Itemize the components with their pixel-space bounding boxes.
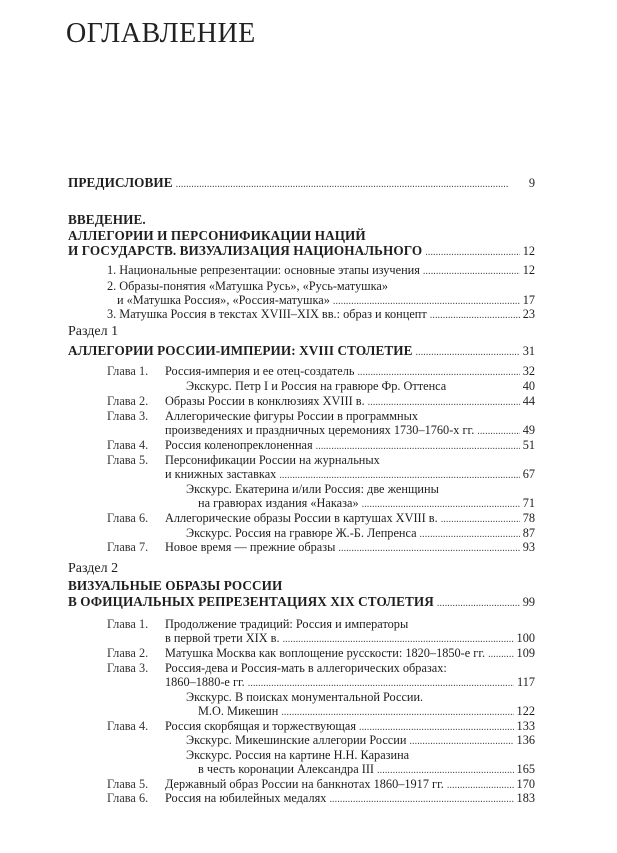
page-number: 117	[517, 675, 535, 689]
entry-title: Раздел 1	[68, 324, 119, 339]
dot-leader	[283, 631, 514, 647]
entry-title: М.О. Микешин	[198, 704, 279, 718]
page-number: 51	[522, 438, 535, 452]
dot-leader	[425, 244, 519, 260]
toc-entry-excursus-cont[interactable]	[198, 762, 535, 778]
entry-title: Державный образ России на банкнотах 1860–1917 гг.	[165, 777, 444, 791]
entry-title: 2. Образы-понятия «Матушка Русь», «Русь-матушка»	[107, 279, 388, 293]
entry-title: Аллегорические образы России в картушах XVIII в.	[165, 511, 438, 525]
toc-entry-chapter[interactable]	[107, 540, 535, 556]
toc-entry-part-title[interactable]	[68, 344, 535, 360]
entry-title: И ГОСУДАРСТВ. ВИЗУАЛИЗАЦИЯ НАЦИОНАЛЬНОГО	[68, 243, 423, 258]
page-number: 44	[522, 394, 535, 408]
entry-title: ВИЗУАЛЬНЫЕ ОБРАЗЫ РОССИИ	[68, 578, 283, 593]
toc-entry-front[interactable]	[68, 213, 535, 227]
entry-title: в первой трети XIX в.	[165, 631, 280, 645]
dot-leader	[437, 595, 520, 611]
toc-entry-part[interactable]	[68, 325, 535, 339]
page-number: 71	[522, 496, 535, 510]
toc-entry-chapter[interactable]	[107, 394, 535, 410]
entry-title: Экскурс. Петр I и Россия на гравюре Фр. Оттенса	[186, 379, 447, 393]
page-number: 23	[522, 307, 535, 321]
dot-leader	[281, 704, 513, 720]
entry-title: Аллегорические фигуры России в программных	[165, 409, 419, 423]
chapter-label: Глава 1.	[107, 364, 149, 378]
page-number: 122	[516, 704, 535, 718]
page-number: 12	[522, 244, 535, 258]
page-number: 78	[522, 511, 535, 525]
toc-entry-chapter[interactable]	[107, 453, 535, 467]
chapter-label: Глава 2.	[107, 646, 149, 660]
entry-title: В ОФИЦИАЛЬНЫХ РЕПРЕЗЕНТАЦИЯХ XIX СТОЛЕТИЯ	[68, 594, 434, 609]
chapter-label: Глава 7.	[107, 540, 149, 554]
dot-leader	[441, 511, 520, 527]
entry-title: Россия-дева и Россия-мать в аллегорических образах:	[165, 661, 447, 675]
entry-title: Персонификации России на журнальных	[165, 453, 380, 467]
entry-title: и «Матушка Россия», «Россия-матушка»	[117, 293, 330, 307]
toc-entry-chapter-cont[interactable]	[165, 631, 535, 647]
page-number: 170	[516, 777, 535, 791]
dot-leader	[416, 344, 520, 360]
entry-title: на гравюрах издания «Наказа»	[198, 496, 359, 510]
dot-leader	[279, 467, 519, 483]
page-number: 12	[522, 263, 535, 277]
chapter-label: Глава 4.	[107, 719, 149, 733]
page-number: 93	[522, 540, 535, 554]
entry-title: Матушка Москва как воплощение русскости: 1820–1850-е гг.	[165, 646, 486, 660]
toc-entry-chapter[interactable]	[107, 646, 535, 662]
dot-leader	[409, 733, 513, 749]
chapter-label: Глава 5.	[107, 777, 149, 791]
page-number: 17	[522, 293, 535, 307]
chapter-label: Глава 2.	[107, 394, 149, 408]
toc-entry-part[interactable]	[68, 562, 535, 576]
page-number: 31	[522, 344, 535, 358]
page-number: 32	[522, 364, 535, 378]
chapter-label: Глава 6.	[107, 791, 149, 805]
dot-leader	[362, 496, 520, 512]
chapter-label: Глава 3.	[107, 661, 149, 675]
dot-leader	[338, 540, 519, 556]
page-number: 183	[516, 791, 535, 805]
toc-entry-excursus[interactable]	[186, 379, 535, 393]
toc-entry-part-title[interactable]	[68, 595, 535, 611]
toc-entry-excursus[interactable]	[186, 482, 535, 496]
toc-entry-chapter[interactable]	[107, 438, 535, 454]
toc-entry-chapter[interactable]	[107, 617, 535, 631]
toc-entry-excursus-cont[interactable]	[198, 704, 535, 720]
toc-entry-chapter[interactable]	[107, 791, 535, 807]
entry-title: Экскурс. Россия на гравюре Ж.-Б. Лепренса	[186, 526, 417, 540]
toc-entry-excursus-cont[interactable]	[198, 496, 535, 512]
entry-title: Продолжение традиций: Россия и императоры	[165, 617, 409, 631]
entry-title: Россия скорбящая и торжествующая	[165, 719, 356, 733]
toc-entry-chapter-cont[interactable]	[165, 467, 535, 483]
toc-entry-front[interactable]	[68, 244, 535, 260]
entry-title: ВВЕДЕНИЕ.	[68, 212, 146, 227]
chapter-label: Глава 4.	[107, 438, 149, 452]
page-number: 40	[522, 379, 535, 393]
entry-title: АЛЛЕГОРИИ И ПЕРСОНИФИКАЦИИ НАЦИЙ	[68, 228, 366, 243]
entry-title: произведениях и праздничных церемониях 1730–1760-х гг.	[165, 423, 475, 437]
dot-leader	[477, 423, 519, 439]
entry-title: 1. Национальные репрезентации: основные этапы изучения	[107, 263, 420, 277]
toc-entry-chapter[interactable]	[107, 511, 535, 527]
chapter-label: Глава 6.	[107, 511, 149, 525]
toc-entry-chapter[interactable]	[107, 364, 535, 380]
dot-leader	[368, 394, 520, 410]
toc-entry-chapter[interactable]	[107, 409, 535, 423]
page-number: 67	[522, 467, 535, 481]
page-number: 87	[522, 526, 535, 540]
entry-title: ПРЕДИСЛОВИЕ	[68, 175, 173, 190]
dot-leader	[248, 675, 514, 691]
page-number: 99	[522, 595, 535, 609]
toc-entry-part-title[interactable]	[68, 579, 535, 593]
toc-entry-front[interactable]	[68, 176, 535, 192]
page-number: 165	[516, 762, 535, 776]
entry-title: Раздел 2	[68, 561, 119, 576]
entry-title: Экскурс. В поисках монументальной России.	[186, 690, 424, 704]
entry-title: Россия на юбилейных медалях	[165, 791, 327, 805]
dot-leader	[377, 762, 514, 778]
dot-leader	[357, 364, 519, 380]
page-number: 109	[516, 646, 535, 660]
entry-title: Образы России в конклюзиях XVIII в.	[165, 394, 365, 408]
entry-title: Россия-империя и ее отец-создатель	[165, 364, 355, 378]
toc-entry-chapter[interactable]	[107, 661, 535, 675]
dot-leader	[430, 307, 520, 323]
page-number: 100	[516, 631, 535, 645]
entry-title: Новое время — прежние образы	[165, 540, 336, 554]
chapter-label: Глава 3.	[107, 409, 149, 423]
dot-leader	[329, 791, 513, 807]
toc-entry-excursus[interactable]	[186, 690, 535, 704]
chapter-label: Глава 5.	[107, 453, 149, 467]
entry-title: АЛЛЕГОРИИ РОССИИ-ИМПЕРИИ: XVIII СТОЛЕТИЕ	[68, 343, 413, 358]
entry-title: 3. Матушка Россия в текстах XVIII–XIX вв.: образ и концепт	[107, 307, 427, 321]
entry-title: Россия коленопреклоненная	[165, 438, 313, 452]
entry-title: Экскурс. Микешинские аллегории России	[186, 733, 407, 747]
dot-leader	[423, 263, 520, 279]
entry-title: и книжных заставках	[165, 467, 277, 481]
dot-leader	[488, 646, 513, 662]
toc-entry-item[interactable]	[107, 279, 535, 293]
entry-title: в честь коронации Александра III	[198, 762, 375, 776]
toc-entry-item[interactable]	[107, 307, 535, 323]
entry-title: Экскурс. Екатерина и/или Россия: две женщины	[186, 482, 439, 496]
page-number: 133	[516, 719, 535, 733]
page-number: 9	[528, 176, 535, 190]
page-title: ОГЛАВЛЕНИЕ	[66, 18, 256, 49]
toc-entry-excursus[interactable]	[186, 733, 535, 749]
entry-title: Экскурс. Россия на картине Н.Н. Каразина	[186, 748, 410, 762]
toc-entry-chapter-cont[interactable]	[165, 675, 535, 691]
chapter-label: Глава 1.	[107, 617, 149, 631]
toc-entry-front[interactable]	[68, 229, 535, 243]
page-number: 136	[516, 733, 535, 747]
toc-entry-excursus[interactable]	[186, 748, 535, 762]
dot-leader	[316, 438, 520, 454]
toc-entry-chapter-cont[interactable]	[165, 423, 535, 439]
toc-entry-item[interactable]	[107, 263, 535, 279]
page-number: 49	[522, 423, 535, 437]
entry-title: 1860–1880-е гг.	[165, 675, 245, 689]
dot-leader	[176, 176, 526, 192]
